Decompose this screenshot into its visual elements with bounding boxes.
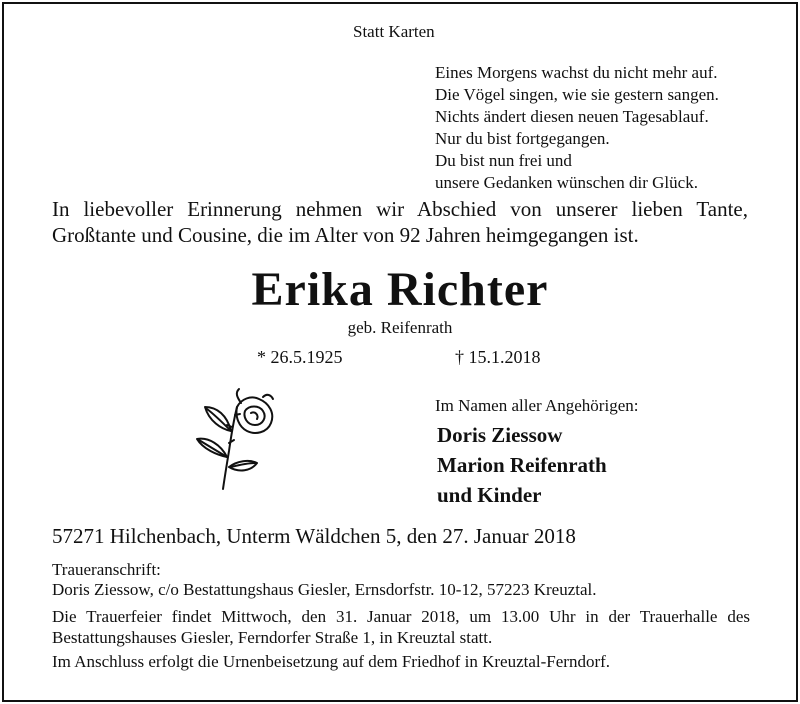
notice-header: Statt Karten [353, 22, 435, 41]
signers [437, 420, 607, 510]
intro-text [52, 196, 748, 248]
poem-line: Nichts ändert diesen neuen Tagesablauf. [435, 107, 709, 126]
poem-line: Nur du bist fortgegangen. [435, 129, 610, 148]
signer-name: Marion Reifenrath [437, 453, 607, 477]
place-date: 57271 Hilchenbach, Unterm Wäldchen 5, den 27. Januar 2018 [52, 524, 576, 548]
poem-line: Eines Morgens wachst du nicht mehr auf. [435, 63, 718, 82]
intro-line: In liebevoller Erinnerung nehmen wir Abschied von unserer lieben Tante, [52, 197, 748, 221]
rose-icon [185, 385, 285, 495]
poem [435, 62, 719, 194]
birth-date: * 26.5.1925 [257, 347, 343, 367]
signer-name: und Kinder [437, 483, 542, 507]
death-date: † 15.1.2018 [455, 347, 541, 367]
poem-line: Du bist nun frei und [435, 151, 572, 170]
mourning-address-title: Traueranschrift: [52, 560, 161, 579]
signer-name: Doris Ziessow [437, 423, 563, 447]
on-behalf-label: Im Namen aller Angehörigen: [435, 396, 639, 415]
poem-line: Die Vögel singen, wie sie gestern sangen. [435, 85, 719, 104]
funeral-info [52, 606, 750, 648]
poem-line: unsere Gedanken wünschen dir Glück. [435, 173, 698, 192]
urn-burial-info: Im Anschluss erfolgt die Urnenbeisetzung auf dem Friedhof in Kreuztal-Ferndorf. [52, 652, 611, 671]
intro-line: Großtante und Cousine, die im Alter von 92 Jahren heimgegangen ist. [52, 223, 639, 247]
funeral-line: Die Trauerfeier findet Mittwoch, den 31. Januar 2018, um 13.00 Uhr in der Trauerhalle des [52, 607, 750, 626]
deceased-name: Erika Richter [251, 263, 549, 316]
birth-name: geb. Reifenrath [347, 318, 453, 337]
funeral-line: Bestattungshauses Giesler, Ferndorfer Straße 1, in Kreuztal statt. [52, 628, 493, 647]
mourning-address: Doris Ziessow, c/o Bestattungshaus Giesler, Ernsdorfstr. 10-12, 57223 Kreuztal. [52, 580, 597, 599]
